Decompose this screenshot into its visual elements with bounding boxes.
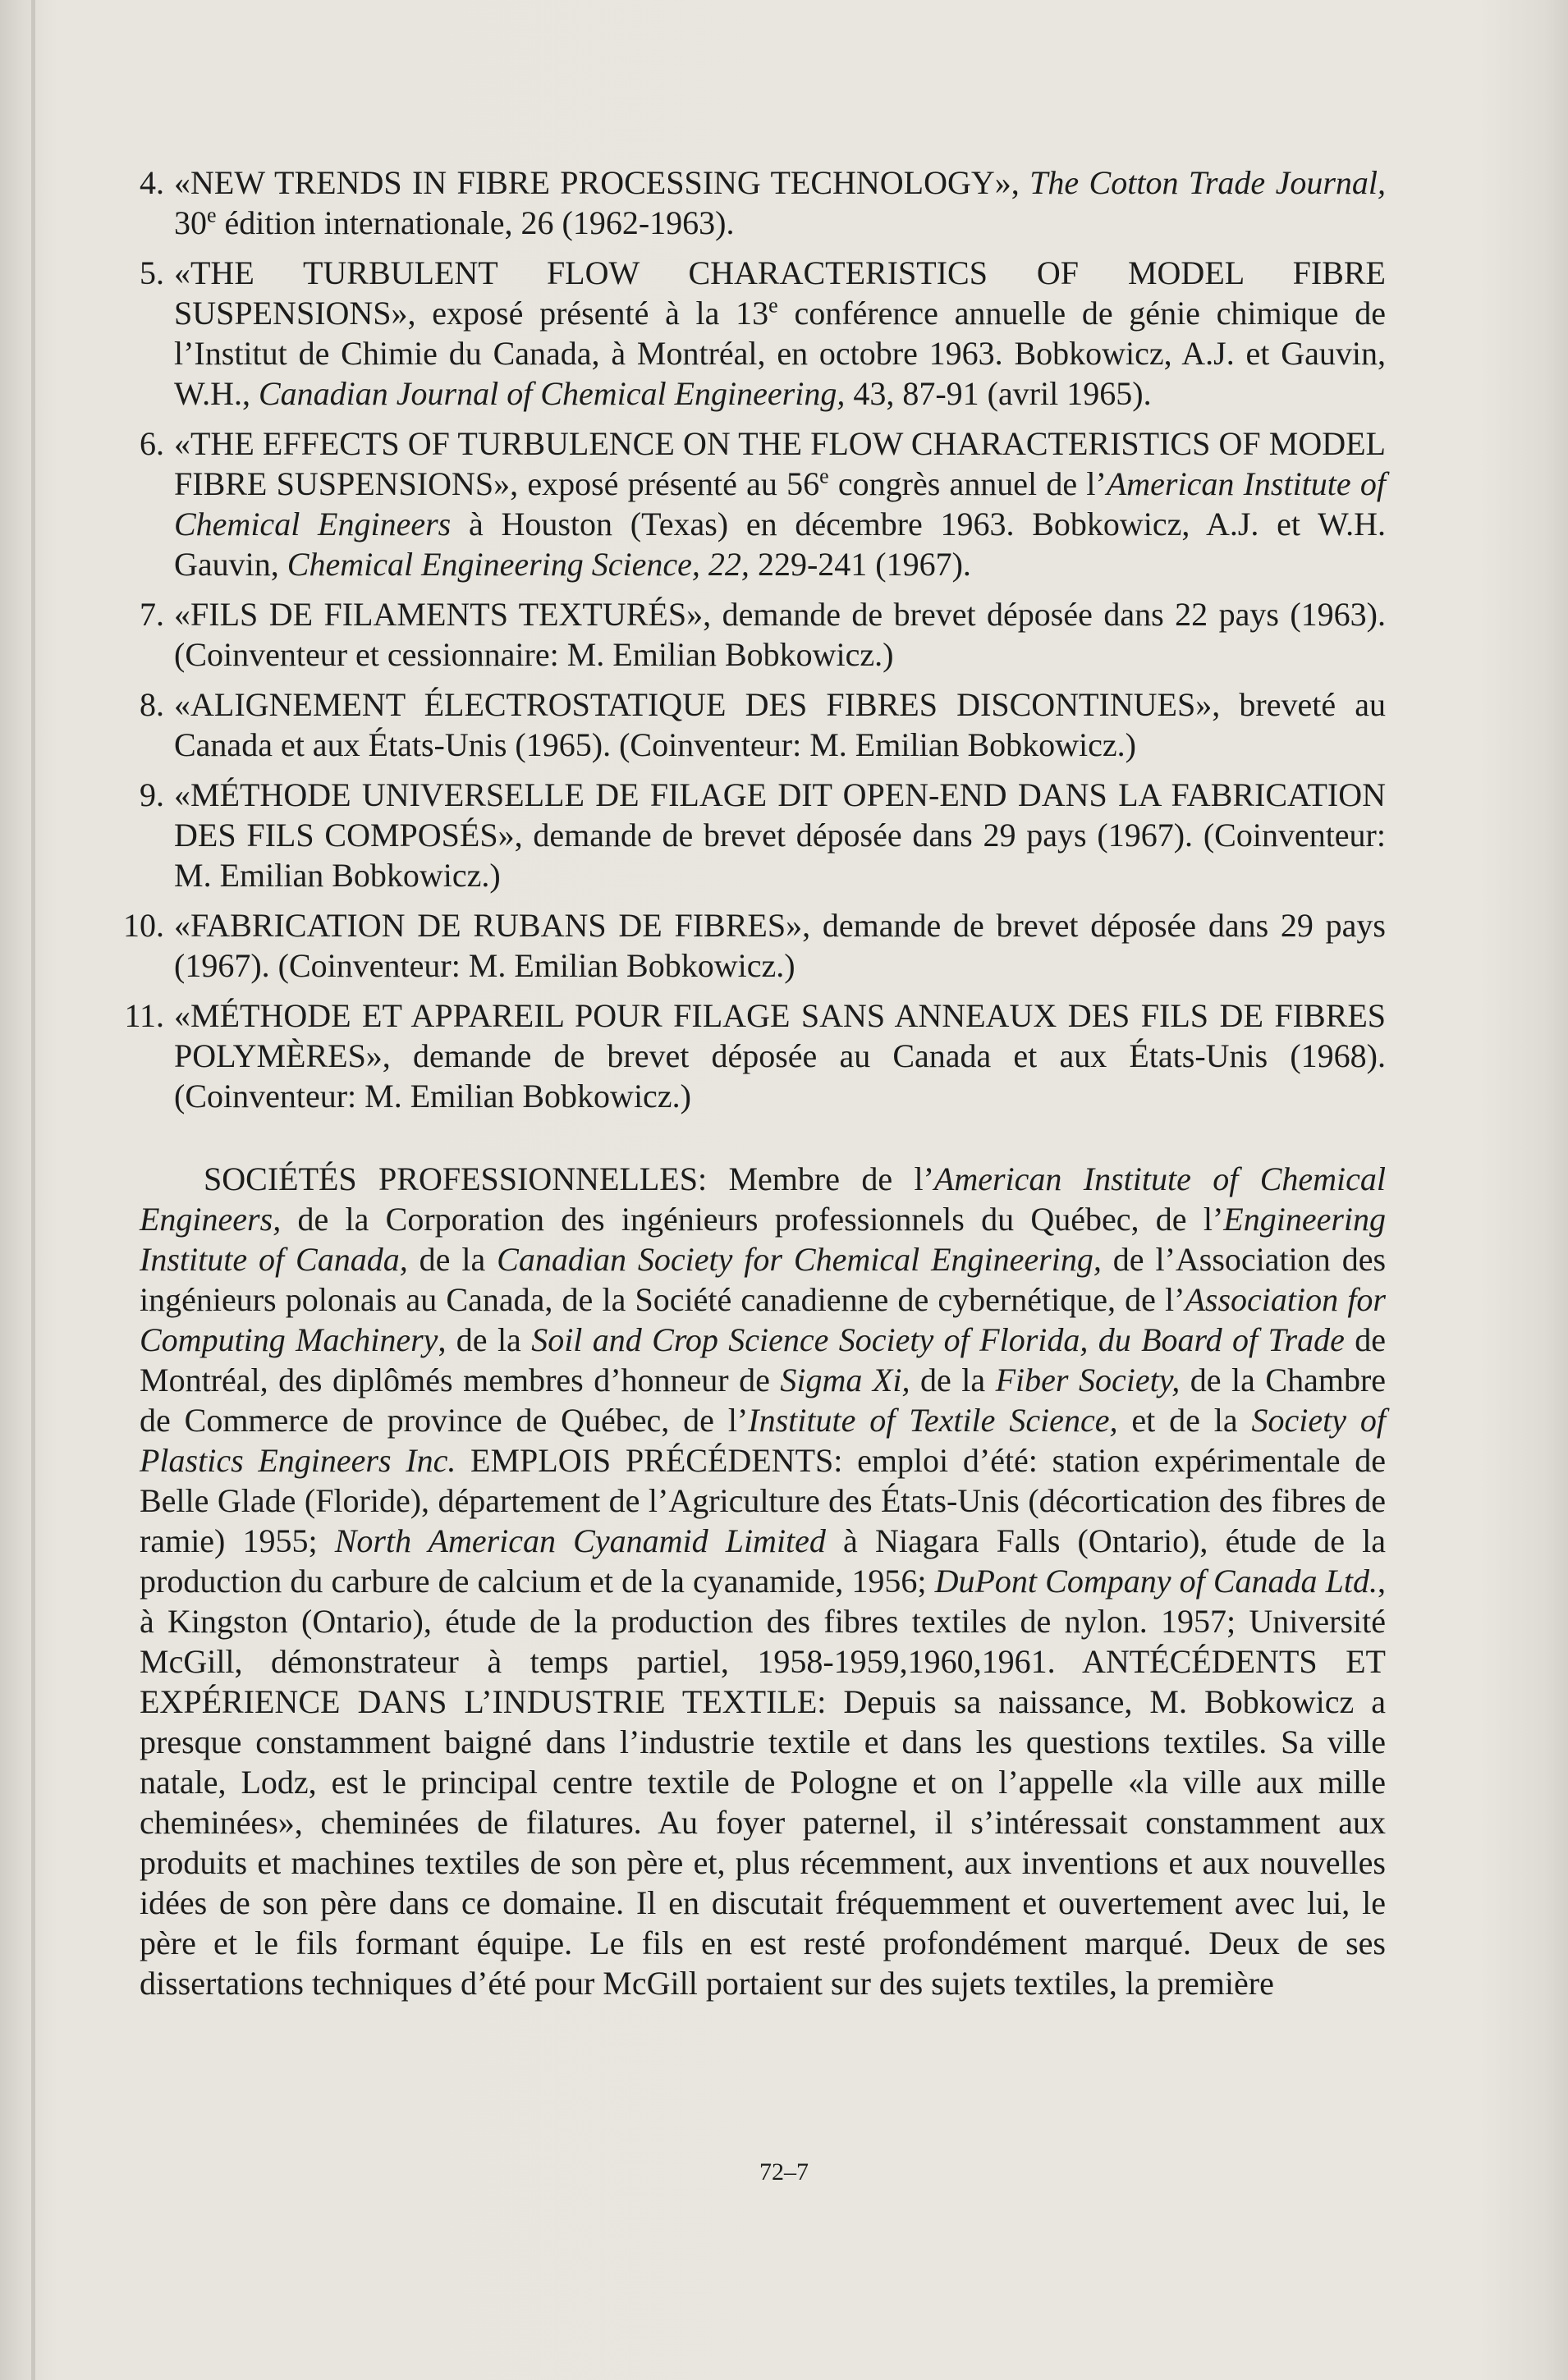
text-run: de la: [910, 1362, 996, 1398]
text-run: «THE TURBULENT FLOW CHARACTERISTICS OF MODEL FIBRE SUSPENSIONS», exposé présenté à la 13: [174, 254, 1386, 332]
italic-title: Canadian Journal of Chemical Engineering,: [258, 375, 846, 412]
text-run: «THE EFFECTS OF TURBULENCE ON THE FLOW CHARACTERISTICS OF MODEL FIBRE SUSPENSIONS», exposé présenté au 56: [174, 425, 1386, 502]
text-run: «MÉTHODE ET APPAREIL POUR FILAGE SANS ANNEAUX DES FILS DE FIBRES POLYMÈRES», demande de brevet déposée au Canada et aux États-Unis (1968). (Coinventeur: M. Emilian Bobkowicz.): [174, 997, 1386, 1114]
italic-title: Institute of Textile Science,: [748, 1402, 1118, 1439]
text-run: conférence annuelle de génie chimique de l’Institut de Chimie du Canada, à Montréal, en octobre 1963. Bobkowicz, A.J. et Gauvin, W.H.,: [174, 295, 1386, 412]
reference-item: [115, 253, 1386, 414]
text-run: à Niagara Falls (Ontario), étude de la production du carbure de calcium et de la cyanamide, 1956;: [140, 1522, 1387, 1600]
text-run: «FABRICATION DE RUBANS DE FIBRES», demande de brevet déposée dans 29 pays (1967). (Coinventeur: M. Emilian Bobkowicz.): [174, 907, 1386, 984]
text-run: de la: [407, 1241, 497, 1278]
reference-number: 8.: [140, 686, 164, 723]
text-run: 43, 87-91 (avril 1965).: [845, 375, 1152, 412]
italic-title: Soil and Crop Science Society of Florida, du Board of Trade: [531, 1321, 1345, 1358]
reference-text: [174, 423, 1386, 584]
reference-item: [115, 775, 1386, 895]
reference-item: [115, 995, 1386, 1116]
italic-title: American Institute of Chemical Engineers: [174, 465, 1387, 542]
ordinal-superscript: e: [819, 464, 829, 488]
reference-text: [174, 684, 1386, 765]
italic-title: Engineering Institute of Canada,: [140, 1201, 1386, 1278]
italic-title: North American Cyanamid Limited: [334, 1522, 826, 1559]
text-run: de l’Association des ingénieurs polonais au Canada, de la Société canadienne de cybernétique, de l’: [140, 1241, 1387, 1318]
italic-title: Association for Computing Machinery: [140, 1281, 1386, 1358]
reference-text: [174, 905, 1386, 986]
reference-number: 11.: [124, 997, 164, 1034]
italic-title: Canadian Society for Chemical Engineering,: [497, 1241, 1102, 1278]
text-run: , de la: [438, 1321, 532, 1358]
reference-text: [174, 253, 1386, 414]
ordinal-superscript: e: [207, 203, 217, 227]
reference-item: [115, 684, 1386, 765]
text-run: de la Corporation des ingénieurs professionnels du Québec, de l’: [281, 1201, 1224, 1238]
reference-item: [115, 594, 1386, 675]
text-run: «MÉTHODE UNIVERSELLE DE FILAGE DIT OPEN-END DANS LA FABRICATION DES FILS COMPOSÉS», demande de brevet déposée dans 29 pays (1967). (Coinventeur: M. Emilian Bobkowicz.): [174, 776, 1386, 894]
italic-title: Fiber Society,: [995, 1362, 1181, 1398]
page-binding-edge: [31, 0, 35, 2380]
italic-title: DuPont Company of Canada Ltd.: [934, 1563, 1378, 1600]
text-run: congrès annuel de l’: [828, 465, 1107, 502]
text-run: «FILS DE FILAMENTS TEXTURÉS», demande de brevet déposée dans 22 pays (1963). (Coinventeur et cessionnaire: M. Emilian Bobkowicz.): [174, 596, 1386, 673]
reference-number: 10.: [123, 907, 164, 944]
text-run: «NEW TRENDS IN FIBRE PROCESSING TECHNOLOGY»,: [174, 164, 1030, 201]
italic-title: Sigma Xi,: [780, 1362, 910, 1398]
italic-title: The Cotton Trade Journal,: [1029, 164, 1387, 201]
text-run: à Houston (Texas) en décembre 1963. Bobkowicz, A.J. et W.H. Gauvin,: [174, 506, 1386, 583]
reference-text: [174, 594, 1386, 675]
text-run: 30: [174, 204, 207, 241]
italic-title: Chemical Engineering Science, 22,: [287, 546, 750, 583]
text-run: SOCIÉTÉS PROFESSIONNELLES: Membre de l’: [204, 1160, 934, 1197]
text-run: de la Chambre de Commerce de province de Québec, de l’: [140, 1362, 1387, 1439]
text-run: de Montréal, des diplômés membres d’honneur de: [140, 1321, 1387, 1398]
reference-text: [174, 775, 1386, 895]
reference-item: [115, 423, 1386, 584]
reference-number: 6.: [140, 425, 164, 462]
reference-text: [174, 162, 1386, 243]
page-number: 72–7: [759, 2158, 809, 2185]
reference-list: [115, 162, 1386, 1116]
page-content: [115, 162, 1386, 2003]
reference-number: 9.: [140, 776, 164, 813]
professional-societies-paragraph: [115, 1159, 1386, 2003]
reference-text: [174, 995, 1386, 1116]
reference-item: [115, 162, 1386, 243]
reference-number: 7.: [140, 596, 164, 633]
text-run: EMPLOIS PRÉCÉDENTS: emploi d’été: station expérimentale de Belle Glade (Floride), département de l’Agriculture des États-Unis (décortication des fibres de ramie) 1955;: [140, 1442, 1387, 1559]
italic-title: American Institute of Chemical Engineers,: [140, 1160, 1386, 1238]
text-run: et de la: [1117, 1402, 1252, 1439]
text-run: , à Kingston (Ontario), étude de la production des fibres textiles de nylon. 1957; Université McGill, démonstrateur à temps partiel, 1958-1959,1960,1961. ANTÉCÉDENTS ET EXPÉRIENCE DANS L’INDUSTRIE TEXTILE: Depuis sa naissance, M. Bobkowicz a presque constamment baigné dans l’industrie textile et dans les questions textiles. Sa ville natale, Lodz, est le principal centre textile de Pologne et on l’appelle «la ville aux mille cheminées», cheminées de filatures. Au foyer paternel, il s’intéressait constamment aux produits et machines textiles de son père et, plus récemment, aux inventions et aux nouvelles idées de son père dans ce domaine. Il en discutait fréquemment et ouvertement avec lui, le père et le fils formant équipe. Le fils en est resté profondément marqué. Deux de ses dissertations techniques d’été pour McGill portaient sur des sujets textiles, la première: [140, 1563, 1386, 2002]
reference-number: 5.: [140, 254, 164, 291]
reference-item: [115, 905, 1386, 986]
italic-title: Society of Plastics Engineers Inc.: [140, 1402, 1386, 1479]
text-run: édition internationale, 26 (1962-1963).: [216, 204, 735, 241]
text-run: «ALIGNEMENT ÉLECTROSTATIQUE DES FIBRES DISCONTINUES», breveté au Canada et aux États-Unis (1965). (Coinventeur: M. Emilian Bobkowicz.): [174, 686, 1386, 763]
ordinal-superscript: e: [768, 293, 778, 318]
reference-number: 4.: [140, 164, 164, 201]
text-run: 229-241 (1967).: [749, 546, 971, 583]
